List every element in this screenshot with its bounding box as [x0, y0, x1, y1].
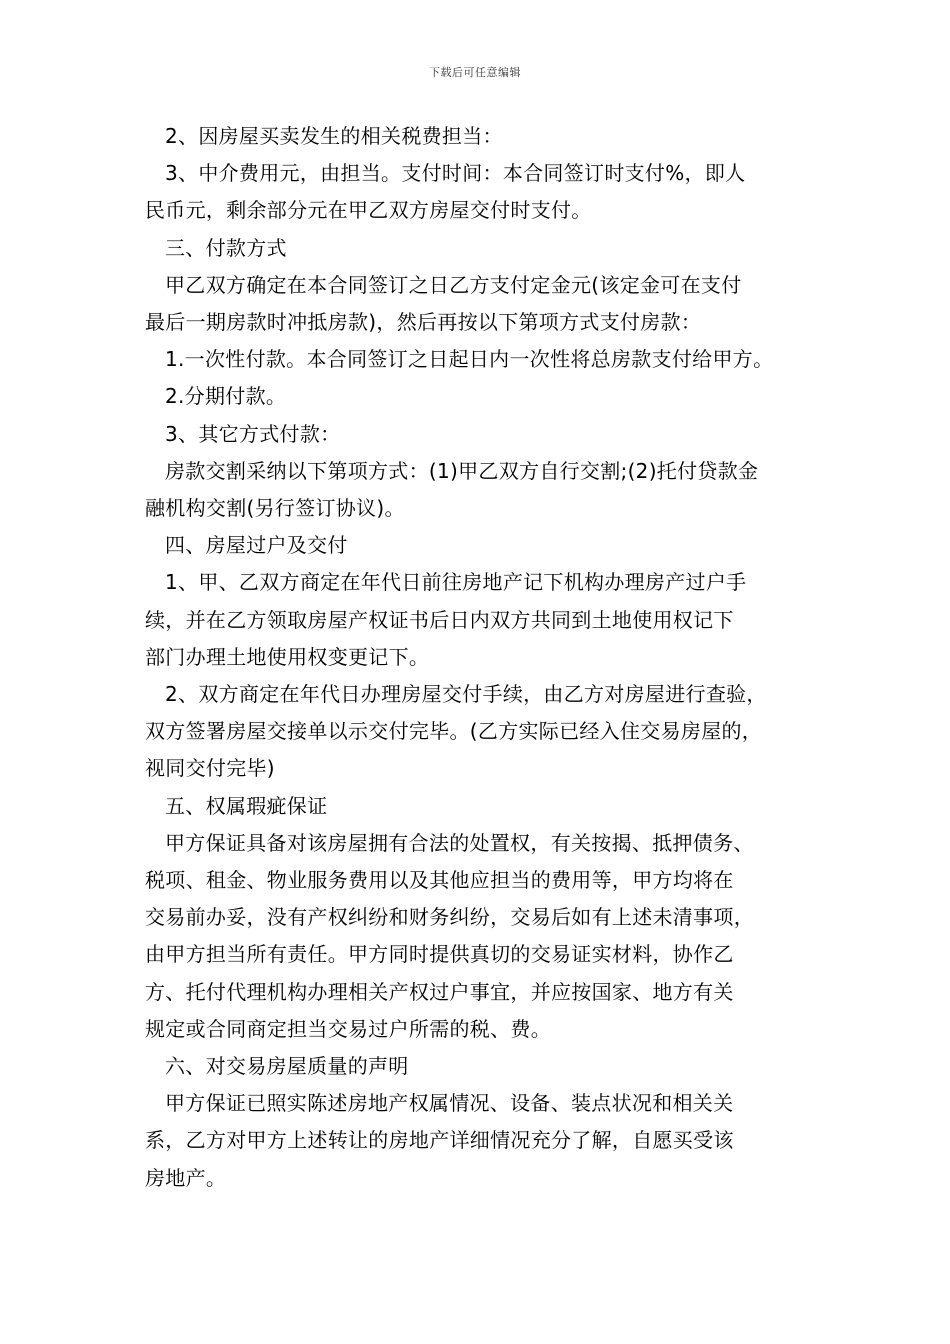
- text-line: 2、因房屋买卖发生的相关税费担当：: [165, 124, 503, 148]
- section-heading: 五、权属瑕疵保证: [165, 793, 328, 818]
- text-line: 视同交付完毕): [145, 756, 275, 781]
- text-line: 3、中介费用元，由担当。支付时间：本合同签订时支付%，即人: [165, 161, 746, 186]
- section-heading: 四、房屋过户及交付: [165, 533, 348, 558]
- text-line: 1.一次性付款。本合同签订之日起日内一次性将总房款支付给甲方。: [165, 347, 774, 372]
- section-heading: 三、付款方式: [165, 235, 287, 260]
- text-line: 民币元，剩余部分元在甲乙双方房屋交付时支付。: [145, 198, 592, 223]
- text-line: 规定或合同商定担当交易过户所需的税、费。: [145, 1016, 551, 1041]
- page-header-note: 下载后可任意编辑: [429, 66, 521, 79]
- text-line: 房地产。: [145, 1165, 227, 1190]
- text-line: 2、双方商定在年代日办理房屋交付手续，由乙方对房屋进行查验，: [165, 682, 767, 707]
- text-line: 2.分期付款。: [165, 384, 287, 409]
- text-line: 甲乙双方确定在本合同签订之日乙方支付定金元(该定金可在支付: [165, 272, 742, 297]
- text-line: 甲方保证已照实陈述房地产权属情况、设备、装点状况和相关关: [165, 1091, 734, 1116]
- text-line: 双方签署房屋交接单以示交付完毕。(乙方实际已经入住交易房屋的，: [145, 719, 763, 744]
- text-line: 1、甲、乙双方商定在年代日前往房地产记下机构办理房产过户手: [165, 570, 747, 595]
- text-line: 甲方保证具备对该房屋拥有合法的处置权，有关按揭、抵押债务、: [165, 830, 754, 855]
- text-line: 房款交割采纳以下第项方式：(1)甲乙双方自行交割;(2)托付贷款金: [165, 458, 759, 483]
- text-line: 系，乙方对甲方上述转让的房地产详细情况充分了解，自愿买受该: [145, 1128, 734, 1153]
- text-line: 税项、租金、物业服务费用以及其他应担当的费用等，甲方均将在: [145, 868, 734, 893]
- text-line: 交易前办妥，没有产权纠纷和财务纠纷，交易后如有上述未清事项，: [145, 905, 754, 930]
- section-heading: 六、对交易房屋质量的声明: [165, 1054, 409, 1079]
- text-line: 部门办理土地使用权变更记下。: [145, 644, 430, 669]
- text-line: 融机构交割(另行签订协议)。: [145, 496, 405, 521]
- text-line: 方、托付代理机构办理相关产权过户事宜，并应按国家、地方有关: [145, 979, 734, 1004]
- document-body: [145, 118, 830, 1197]
- text-line: 续，并在乙方领取房屋产权证书后日内双方共同到土地使用权记下: [145, 607, 734, 632]
- text-line: 最后一期房款时冲抵房款)，然后再按以下第项方式支付房款：: [145, 310, 702, 335]
- text-line: 3、其它方式付款：: [165, 421, 341, 446]
- text-line: 由甲方担当所有责任。甲方同时提供真切的交易证实材料，协作乙: [145, 942, 734, 967]
